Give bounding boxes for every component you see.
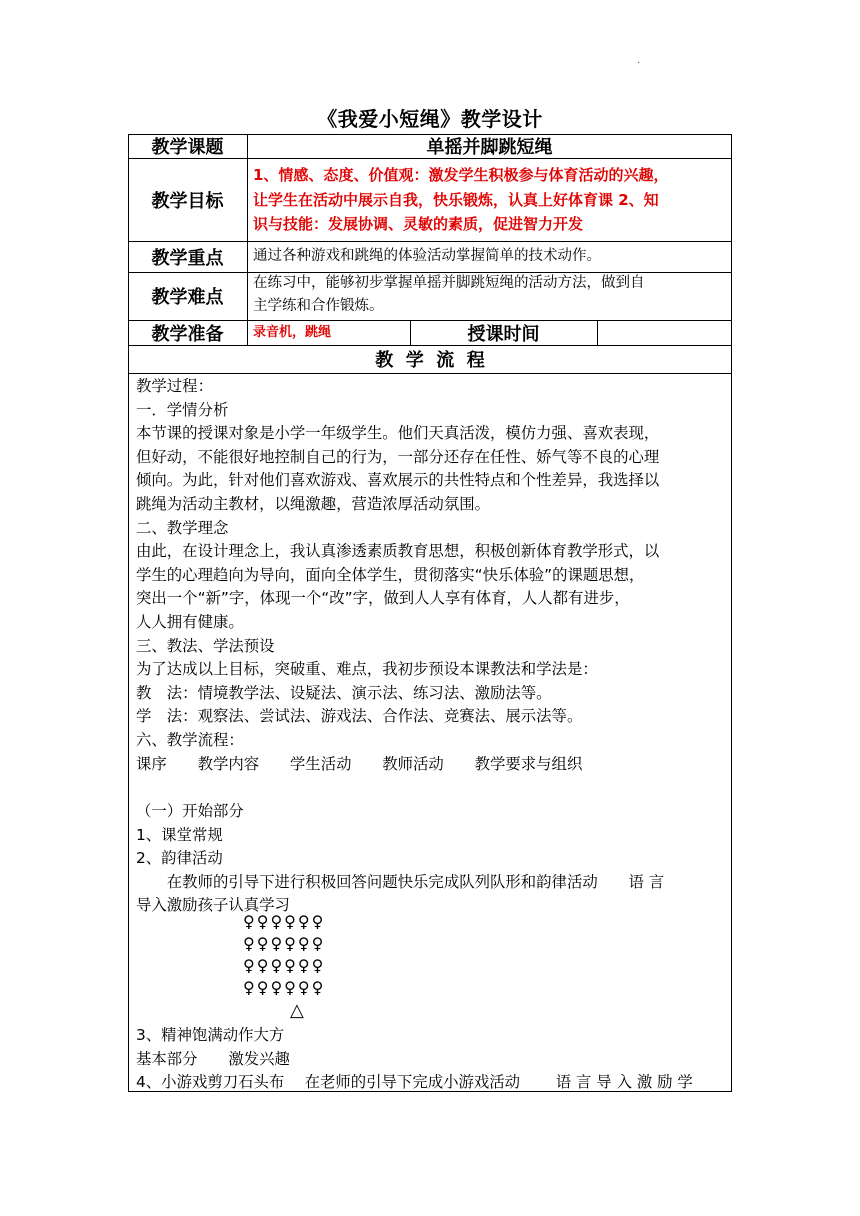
process-line: 由此，在设计理念上，我认真渗透素质教育思想，积极创新体育教学形式，以 bbox=[136, 542, 660, 561]
process-line: 倾向。为此，针对他们喜欢游戏、喜欢展示的共性特点和个性差异，我选择以 bbox=[136, 471, 660, 490]
topic-value: 单摇并脚跳短绳 bbox=[426, 137, 553, 158]
difficulty-label: 教学难点 bbox=[151, 287, 224, 308]
focus-value: 通过各种游戏和跳绳的体验活动掌握简单的技术动作。 bbox=[253, 248, 601, 264]
process-line: 3、精神饱满动作大方 bbox=[136, 1026, 285, 1044]
topic-label: 教学课题 bbox=[151, 137, 224, 158]
process-line: 基本部分 激发兴趣 bbox=[136, 1049, 290, 1068]
process-line: 二、教学理念 bbox=[136, 518, 229, 537]
goal-line: 识与技能：发展协调、灵敏的素质，促进智力开发 bbox=[253, 215, 584, 233]
goal-value bbox=[247, 163, 732, 239]
process-line: 人人拥有健康。 bbox=[136, 612, 244, 631]
basic-part-section bbox=[136, 1024, 693, 1095]
prep-label: 教学准备 bbox=[151, 323, 224, 345]
goal-label: 教学目标 bbox=[151, 190, 224, 212]
difficulty-value bbox=[247, 272, 732, 320]
process-line: 为了达成以上目标，突破重、难点，我初步预设本课教法和学法是： bbox=[136, 660, 598, 679]
process-line: 六、教学流程： bbox=[136, 730, 244, 749]
process-line: 学生的心理趋向为导向，面向全体学生，贯彻落实“快乐体验”的课题思想， bbox=[136, 565, 645, 584]
process-line: 1、课堂常规 bbox=[136, 825, 223, 844]
formation-row: ♀♀♀♀♀♀ bbox=[243, 956, 326, 975]
formation-row: ♀♀♀♀♀♀ bbox=[243, 912, 326, 931]
process-line: 4、小游戏剪刀石头布 在老师的引导下完成小游戏活动 语 言 导 入 激 励 学 bbox=[136, 1073, 693, 1092]
formation-diagram bbox=[243, 911, 325, 999]
focus-label: 教学重点 bbox=[151, 247, 224, 269]
process-line: 教学过程： bbox=[136, 377, 213, 395]
process-section bbox=[136, 375, 659, 776]
table-rule bbox=[128, 373, 732, 374]
page-dot: · bbox=[637, 58, 641, 69]
time-label: 授课时间 bbox=[467, 323, 540, 345]
start-part-section bbox=[136, 800, 664, 918]
teacher-triangle-icon: △ bbox=[290, 1000, 306, 1021]
goal-line: 让学生在活动中展示自我，快乐锻炼，认真上好体育课 2、知 bbox=[253, 190, 659, 209]
process-line: 在教师的引导下进行积极回答问题快乐完成队列队形和韵律活动 语 言 bbox=[136, 872, 665, 891]
document-title: 《我爱小短绳》教学设计 bbox=[317, 107, 543, 131]
process-line: （一）开始部分 bbox=[136, 802, 244, 820]
difficulty-line: 在练习中，能够初步掌握单摇并脚跳短绳的活动方法，做到自 bbox=[253, 275, 645, 291]
process-line: 本节课的授课对象是小学一年级学生。他们天真活泼，模仿力强、喜欢表现， bbox=[136, 424, 660, 443]
formation-row: ♀♀♀♀♀♀ bbox=[243, 934, 326, 953]
process-line: 2、韵律活动 bbox=[136, 849, 223, 868]
prep-value: 录音机，跳绳 bbox=[253, 325, 332, 340]
formation-row: ♀♀♀♀♀♀ bbox=[243, 978, 326, 997]
process-line: 一．学情分析 bbox=[136, 400, 229, 419]
difficulty-line: 主学练和合作锻炼。 bbox=[253, 298, 384, 314]
goal-line: 1、情感、态度、价值观：激发学生积极参与体育活动的兴趣， bbox=[253, 166, 669, 184]
process-line: 导入激励孩子认真学习 bbox=[136, 896, 290, 915]
flow-header: 教 学 流 程 bbox=[375, 350, 485, 371]
process-line: 教 法：情境教学法、设疑法、演示法、练习法、激励法等。 bbox=[136, 683, 552, 702]
process-line: 课序 教学内容 学生活动 教师活动 教学要求与组织 bbox=[136, 754, 583, 773]
process-line: 但好动，不能很好地控制自己的行为，一部分还存在任性、娇气等不良的心理 bbox=[136, 447, 660, 466]
process-line: 三、教法、学法预设 bbox=[136, 636, 275, 655]
time-value bbox=[597, 320, 732, 345]
process-line: 突出一个“新”字，体现一个“改”字，做到人人享有体育，人人都有进步， bbox=[136, 589, 630, 608]
process-line: 学 法：观察法、尝试法、游戏法、合作法、竞赛法、展示法等。 bbox=[136, 707, 583, 726]
process-line: 跳绳为活动主教材，以绳激趣，营造浓厚活动氛围。 bbox=[136, 494, 490, 513]
